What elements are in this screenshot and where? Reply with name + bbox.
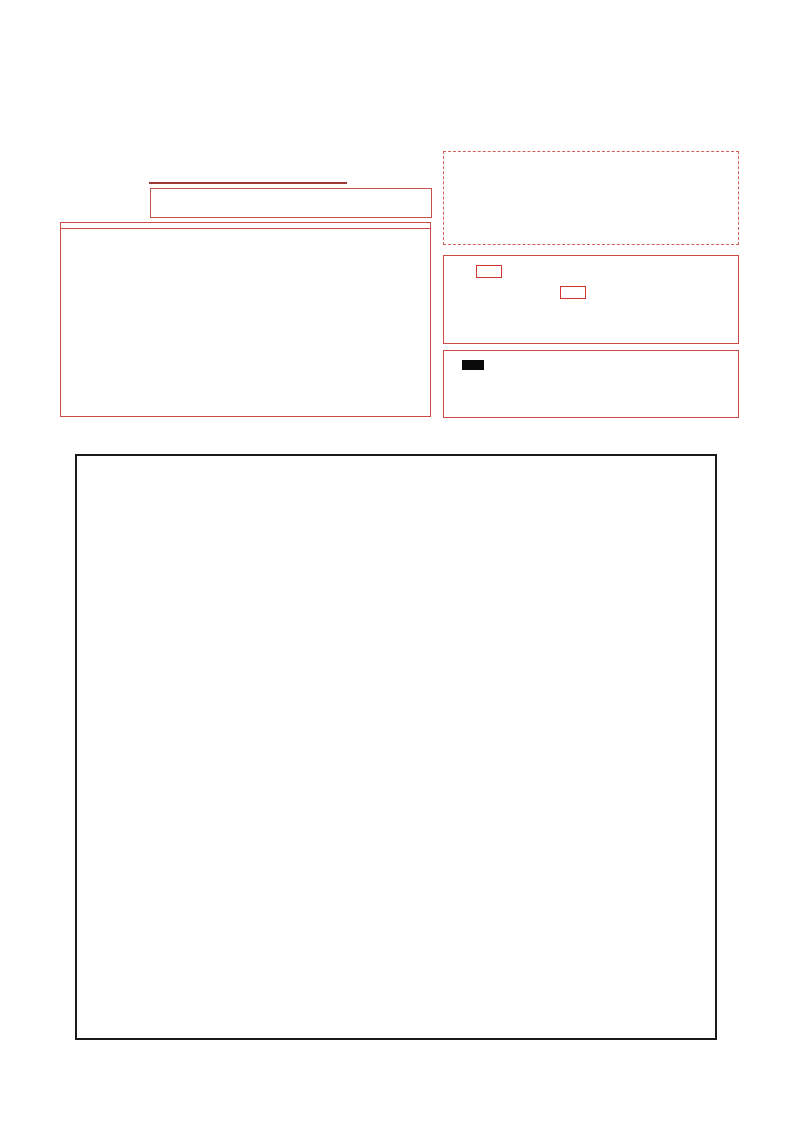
sample-wrong-row bbox=[454, 374, 728, 394]
proctor-row-violation bbox=[538, 282, 728, 302]
notice-list bbox=[61, 229, 430, 234]
admission-number-boxes[interactable] bbox=[150, 188, 432, 218]
name-input-line[interactable] bbox=[149, 162, 347, 184]
notice-box bbox=[60, 222, 431, 417]
section-judgement bbox=[90, 648, 705, 666]
sheet-title bbox=[0, 119, 792, 144]
correct-fill-mark bbox=[462, 360, 484, 370]
barcode-area bbox=[443, 151, 739, 245]
section-fill-blank bbox=[90, 470, 705, 488]
proctor-box bbox=[443, 255, 739, 344]
absent-mark-box[interactable] bbox=[476, 265, 502, 278]
violation-mark-box[interactable] bbox=[560, 286, 586, 299]
answer-area-box bbox=[75, 454, 717, 1040]
proctor-row-absent bbox=[454, 262, 728, 282]
section-choice bbox=[90, 778, 705, 796]
sample-correct-row bbox=[454, 354, 728, 374]
fill-sample-box bbox=[443, 350, 739, 418]
